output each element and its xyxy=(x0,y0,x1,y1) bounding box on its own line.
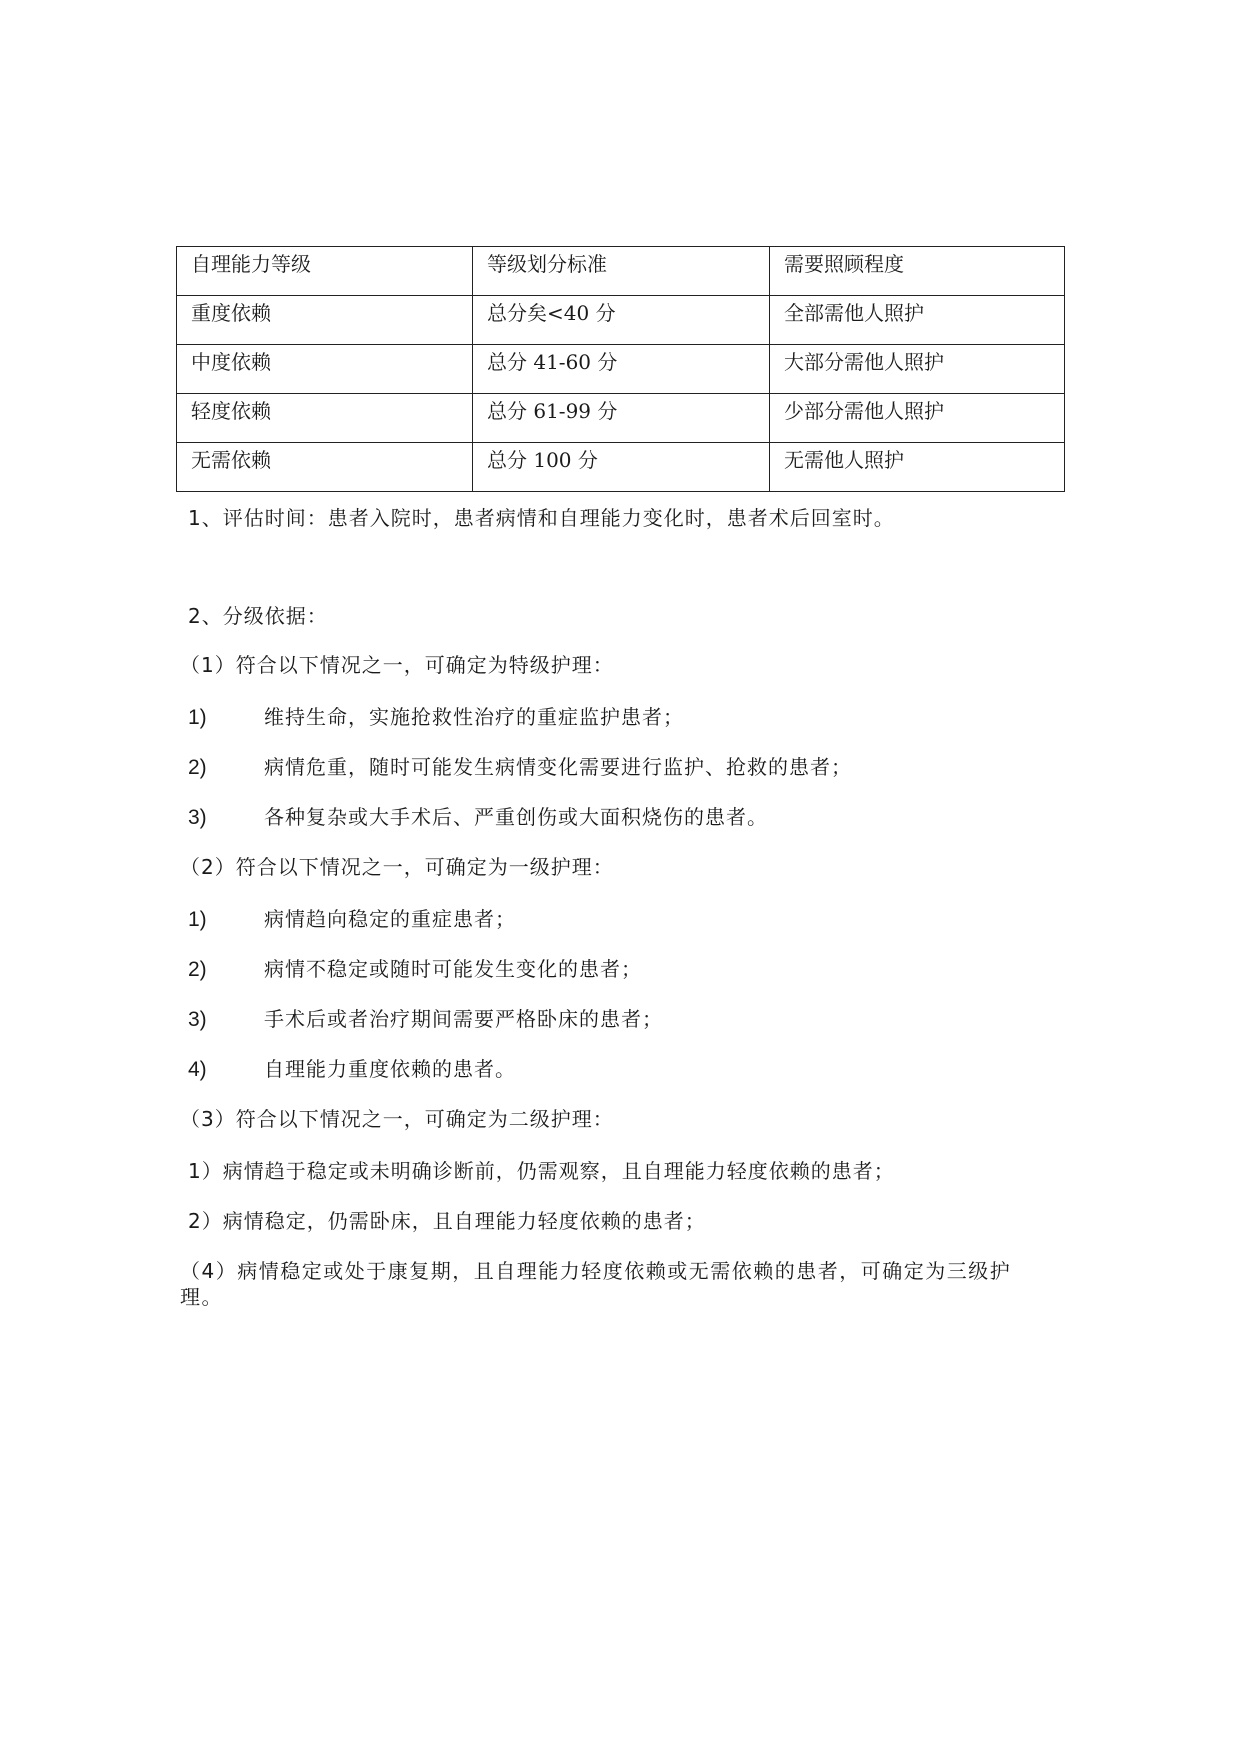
table-row xyxy=(177,345,1065,394)
table-row xyxy=(177,394,1065,443)
list-item xyxy=(188,906,516,933)
self-care-grade-table xyxy=(176,246,1065,492)
list-item xyxy=(188,956,642,983)
list-item-text: 病情危重，随时可能发生病情变化需要进行监护、抢救的患者； xyxy=(264,755,852,779)
table-cell: 轻度依赖 xyxy=(177,394,473,443)
table-cell: 全部需他人照护 xyxy=(770,296,1065,345)
list-item-text: 手术后或者治疗期间需要严格卧床的患者； xyxy=(264,1007,663,1031)
special-care-title: （1）符合以下情况之一，可确定为特级护理： xyxy=(180,653,614,677)
list-item-number: 1) xyxy=(188,908,207,931)
list-item-number: 4) xyxy=(188,1058,207,1081)
table-cell: 大部分需他人照护 xyxy=(770,345,1065,394)
list-item: 2）病情稳定，仍需卧床，且自理能力轻度依赖的患者； xyxy=(188,1209,706,1233)
table-cell: 无需依赖 xyxy=(177,443,473,492)
list-item-text: 病情不稳定或随时可能发生变化的患者； xyxy=(264,957,642,981)
list-item-number: 3) xyxy=(188,806,207,829)
table-header-row xyxy=(177,247,1065,296)
level1-care-title: （2）符合以下情况之一，可确定为一级护理： xyxy=(180,855,614,879)
grading-basis-heading: 2、分级依据： xyxy=(188,604,328,628)
table-cell: 无需他人照护 xyxy=(770,443,1065,492)
list-item-number: 2) xyxy=(188,756,207,779)
table-cell: 总分矣<40 分 xyxy=(473,296,770,345)
table-cell: 总分 41-60 分 xyxy=(473,345,770,394)
list-item-text: 自理能力重度依赖的患者。 xyxy=(264,1057,516,1081)
table-cell: 需要照顾程度 xyxy=(770,247,1065,296)
table-cell: 等级划分标准 xyxy=(473,247,770,296)
table-row xyxy=(177,296,1065,345)
table-cell: 中度依赖 xyxy=(177,345,473,394)
list-item-number: 1) xyxy=(188,706,207,729)
table-cell: 自理能力等级 xyxy=(177,247,473,296)
level2-care-title: （3）符合以下情况之一，可确定为二级护理： xyxy=(180,1107,614,1131)
list-item xyxy=(188,704,684,731)
table-cell: 重度依赖 xyxy=(177,296,473,345)
list-item xyxy=(188,804,768,831)
list-item xyxy=(188,1056,516,1083)
table-cell: 总分 100 分 xyxy=(473,443,770,492)
list-item-text: 维持生命，实施抢救性治疗的重症监护患者； xyxy=(264,705,684,729)
assessment-time-text: 1、评估时间：患者入院时，患者病情和自理能力变化时，患者术后回室时。 xyxy=(188,506,895,530)
list-item xyxy=(188,1006,663,1033)
level3-care-paragraph: （4）病情稳定或处于康复期，且自理能力轻度依赖或无需依赖的患者，可确定为三级护理。 xyxy=(180,1259,1012,1309)
table-row xyxy=(177,443,1065,492)
list-item-text: 各种复杂或大手术后、严重创伤或大面积烧伤的患者。 xyxy=(264,805,768,829)
list-item xyxy=(188,754,852,781)
list-item: 1）病情趋于稳定或未明确诊断前，仍需观察，且自理能力轻度依赖的患者； xyxy=(188,1159,895,1183)
list-item-text: 病情趋向稳定的重症患者； xyxy=(264,907,516,931)
list-item-number: 2) xyxy=(188,958,207,981)
table-cell: 总分 61-99 分 xyxy=(473,394,770,443)
list-item-number: 3) xyxy=(188,1008,207,1031)
table-cell: 少部分需他人照护 xyxy=(770,394,1065,443)
